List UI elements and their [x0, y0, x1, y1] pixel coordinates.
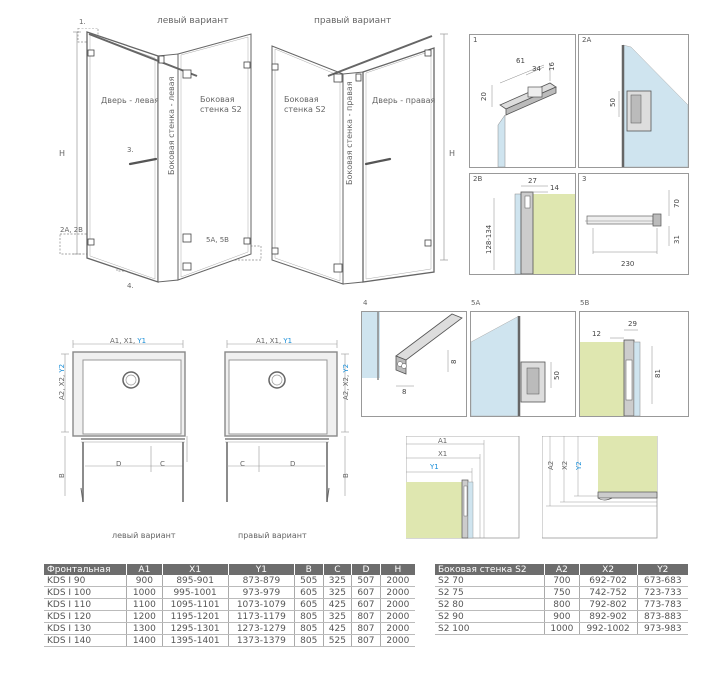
- plan-right-side-dim: A2, X2, Y2: [342, 363, 350, 400]
- detail-1-drawing: [470, 35, 575, 167]
- callout-5a5b: 5A, 5B: [206, 236, 229, 244]
- side-table-cell: 800: [545, 599, 579, 611]
- side-table-cell: 900: [545, 611, 579, 623]
- front-table-cell: 807: [352, 635, 381, 647]
- front-table-cell: 900: [127, 575, 162, 587]
- front-table-cell: 805: [294, 611, 323, 623]
- detail-2b-drawing: [470, 174, 575, 274]
- front-table-header-cell: C: [323, 564, 352, 575]
- front-table-cell: 2000: [380, 635, 415, 647]
- detail-5b: [579, 311, 689, 417]
- front-table-cell: 425: [323, 599, 352, 611]
- front-table-cell: 505: [294, 575, 323, 587]
- detail-2b: 2B 27 14 128-134: [469, 173, 576, 275]
- detail-2a: 2A 50: [578, 34, 689, 168]
- floor-plan-left: [55, 336, 205, 516]
- side-table-cell: S2 75: [435, 587, 545, 599]
- table-row: [44, 623, 415, 635]
- svg-text:31: 31: [673, 235, 681, 244]
- table-row: [44, 587, 415, 599]
- plan-left-top-dim: A1, X1, Y1: [110, 337, 147, 345]
- table-row: [44, 611, 415, 623]
- side-table-cell: 750: [545, 587, 579, 599]
- svg-text:50: 50: [553, 371, 561, 380]
- svg-text:81: 81: [654, 369, 662, 378]
- front-table-header-cell: H: [380, 564, 415, 575]
- front-table-cell: 1295-1301: [162, 623, 228, 635]
- side-table-cell: 673-683: [637, 575, 688, 587]
- table-row: [435, 623, 688, 635]
- side-table-cell: S2 80: [435, 599, 545, 611]
- front-table-cell: KDS I 110: [44, 599, 127, 611]
- side-table-cell: 973-983: [637, 623, 688, 635]
- plan-left-side-dim: A2, X2, Y2: [58, 363, 66, 400]
- front-table-cell: 525: [323, 635, 352, 647]
- front-table-header: [44, 564, 415, 575]
- corner-a2: A2: [547, 460, 555, 470]
- front-table-cell: 2000: [380, 611, 415, 623]
- svg-text:12: 12: [592, 330, 601, 338]
- svg-text:27: 27: [528, 177, 537, 185]
- front-table-cell: KDS I 120: [44, 611, 127, 623]
- detail-4-tag: 4: [363, 299, 368, 307]
- right-door-elevation: [268, 28, 463, 288]
- front-table-header-cell: X1: [162, 564, 228, 575]
- side-table-cell: S2 90: [435, 611, 545, 623]
- left-door-label: Дверь - левая: [101, 96, 160, 105]
- side-table-cell: S2 70: [435, 575, 545, 587]
- front-table-cell: 607: [352, 587, 381, 599]
- callout-3: 3.: [127, 146, 134, 154]
- front-table-header-cell: A1: [127, 564, 162, 575]
- detail-3-drawing: [579, 174, 688, 274]
- side-table-cell: 692-702: [579, 575, 637, 587]
- detail-5a-tag: 5A: [471, 299, 481, 307]
- svg-text:128-134: 128-134: [485, 224, 493, 254]
- side-table-cell: 723-733: [637, 587, 688, 599]
- left-variant-title: левый вариант: [157, 16, 229, 26]
- corner-y2: Y2: [575, 461, 583, 470]
- table-row: [435, 575, 688, 587]
- front-table-cell: 1195-1201: [162, 611, 228, 623]
- front-table-cell: 605: [294, 599, 323, 611]
- svg-text:14: 14: [550, 184, 559, 192]
- table-row: [44, 599, 415, 611]
- front-table-cell: 1100: [127, 599, 162, 611]
- front-table-cell: KDS I 130: [44, 623, 127, 635]
- svg-text:230: 230: [621, 260, 635, 268]
- corner-a1: A1: [438, 437, 448, 445]
- plan-left-b: B: [58, 473, 66, 478]
- detail-5b-tag: 5B: [580, 299, 590, 307]
- svg-text:8: 8: [402, 388, 407, 396]
- side-table-cell: 892-902: [579, 611, 637, 623]
- side-table-cell: 992-1002: [579, 623, 637, 635]
- right-s2-label: Боковая стенка S2: [284, 95, 326, 114]
- plan-right-caption: правый вариант: [238, 531, 307, 540]
- svg-text:29: 29: [628, 320, 637, 328]
- front-table-cell: KDS I 100: [44, 587, 127, 599]
- right-variant-title: правый вариант: [314, 16, 392, 26]
- corner-y1: Y1: [430, 463, 439, 471]
- front-table-cell: 805: [294, 635, 323, 647]
- svg-text:70: 70: [673, 199, 681, 208]
- table-row: [44, 635, 415, 647]
- table-row: [435, 599, 688, 611]
- plan-left-d: D: [116, 460, 122, 468]
- callout-2a2b: 2A, 2B: [60, 226, 83, 234]
- svg-text:50: 50: [609, 98, 617, 107]
- side-spec-table: [435, 564, 688, 635]
- right-side-wall-label: Боковая стенка - правая: [345, 81, 354, 185]
- front-table-cell: 995-1001: [162, 587, 228, 599]
- side-table-cell: 742-752: [579, 587, 637, 599]
- front-table-cell: 873-879: [228, 575, 294, 587]
- front-table-header-cell: Фронтальная: [44, 564, 127, 575]
- front-table-cell: 1173-1179: [228, 611, 294, 623]
- svg-text:8: 8: [450, 359, 458, 364]
- left-side-wall-label: Боковая стенка - левая: [167, 76, 176, 175]
- left-s2-label: Боковая стенка S2: [200, 95, 242, 114]
- front-table-cell: KDS I 140: [44, 635, 127, 647]
- corner-detail-side: [542, 436, 659, 540]
- left-h-label: H: [59, 149, 66, 158]
- detail-4: [361, 311, 467, 417]
- front-table-cell: 1300: [127, 623, 162, 635]
- detail-2a-drawing: [579, 35, 688, 167]
- detail-4-drawing: [362, 312, 466, 416]
- front-table-cell: 325: [323, 611, 352, 623]
- svg-text:20: 20: [480, 92, 488, 101]
- svg-text:16: 16: [548, 62, 556, 71]
- front-table-cell: 807: [352, 611, 381, 623]
- corner-x2: X2: [561, 460, 569, 470]
- svg-text:34: 34: [532, 65, 541, 73]
- floor-plan-right: [205, 336, 355, 516]
- front-table-cell: 805: [294, 623, 323, 635]
- right-door-label: Дверь - правая: [372, 96, 436, 105]
- side-table-cell: 873-883: [637, 611, 688, 623]
- side-table-cell: 773-783: [637, 599, 688, 611]
- callout-4: 4.: [127, 282, 134, 290]
- svg-text:61: 61: [516, 57, 525, 65]
- front-table-cell: 1200: [127, 611, 162, 623]
- side-table-cell: 700: [545, 575, 579, 587]
- front-table-cell: 507: [352, 575, 381, 587]
- side-table-cell: S2 100: [435, 623, 545, 635]
- right-h-label: H: [449, 149, 456, 158]
- plan-left-caption: левый вариант: [112, 531, 176, 540]
- plan-right-c: C: [240, 460, 245, 468]
- front-table-cell: 1373-1379: [228, 635, 294, 647]
- side-table-header-cell: Y2: [637, 564, 688, 575]
- front-table-cell: 895-901: [162, 575, 228, 587]
- front-table-cell: KDS I 90: [44, 575, 127, 587]
- front-table-cell: 1095-1101: [162, 599, 228, 611]
- side-table-header-cell: X2: [579, 564, 637, 575]
- plan-left-c: C: [160, 460, 165, 468]
- front-table-cell: 2000: [380, 623, 415, 635]
- front-table-cell: 325: [323, 587, 352, 599]
- front-table-cell: 607: [352, 599, 381, 611]
- table-row: [435, 611, 688, 623]
- plan-right-b: B: [342, 473, 350, 478]
- front-table-cell: 605: [294, 587, 323, 599]
- detail-5b-drawing: [580, 312, 688, 416]
- side-table-header-cell: Боковая стенка S2: [435, 564, 545, 575]
- front-table-cell: 2000: [380, 599, 415, 611]
- plan-right-d: D: [290, 460, 296, 468]
- front-table-cell: 325: [323, 575, 352, 587]
- table-row: [44, 575, 415, 587]
- front-table-header-cell: B: [294, 564, 323, 575]
- detail-5a-drawing: [471, 312, 575, 416]
- front-table-cell: 1273-1279: [228, 623, 294, 635]
- side-table-header-cell: A2: [545, 564, 579, 575]
- side-table-cell: 792-802: [579, 599, 637, 611]
- front-table-body: [44, 575, 415, 647]
- front-table-cell: 2000: [380, 587, 415, 599]
- front-spec-table: [44, 564, 415, 647]
- left-door-elevation: [55, 28, 270, 293]
- front-table-cell: 973-979: [228, 587, 294, 599]
- front-table-cell: 2000: [380, 575, 415, 587]
- table-row: [435, 587, 688, 599]
- side-table-cell: 1000: [545, 623, 579, 635]
- front-table-cell: 1073-1079: [228, 599, 294, 611]
- side-table-body: [435, 575, 688, 635]
- front-table-header-cell: Y1: [228, 564, 294, 575]
- detail-1: 1 61 34 16 20: [469, 34, 576, 168]
- corner-x1: X1: [438, 450, 448, 458]
- front-table-cell: 425: [323, 623, 352, 635]
- front-table-header-cell: D: [352, 564, 381, 575]
- plan-right-top-dim: A1, X1, Y1: [256, 337, 293, 345]
- callout-1: 1.: [79, 18, 86, 26]
- front-table-cell: 807: [352, 623, 381, 635]
- side-table-header: [435, 564, 688, 575]
- front-table-cell: 1395-1401: [162, 635, 228, 647]
- detail-3: 3 230 70 31: [578, 173, 689, 275]
- front-table-cell: 1000: [127, 587, 162, 599]
- front-table-cell: 1400: [127, 635, 162, 647]
- detail-5a: [470, 311, 576, 417]
- corner-detail-front: [406, 436, 521, 540]
